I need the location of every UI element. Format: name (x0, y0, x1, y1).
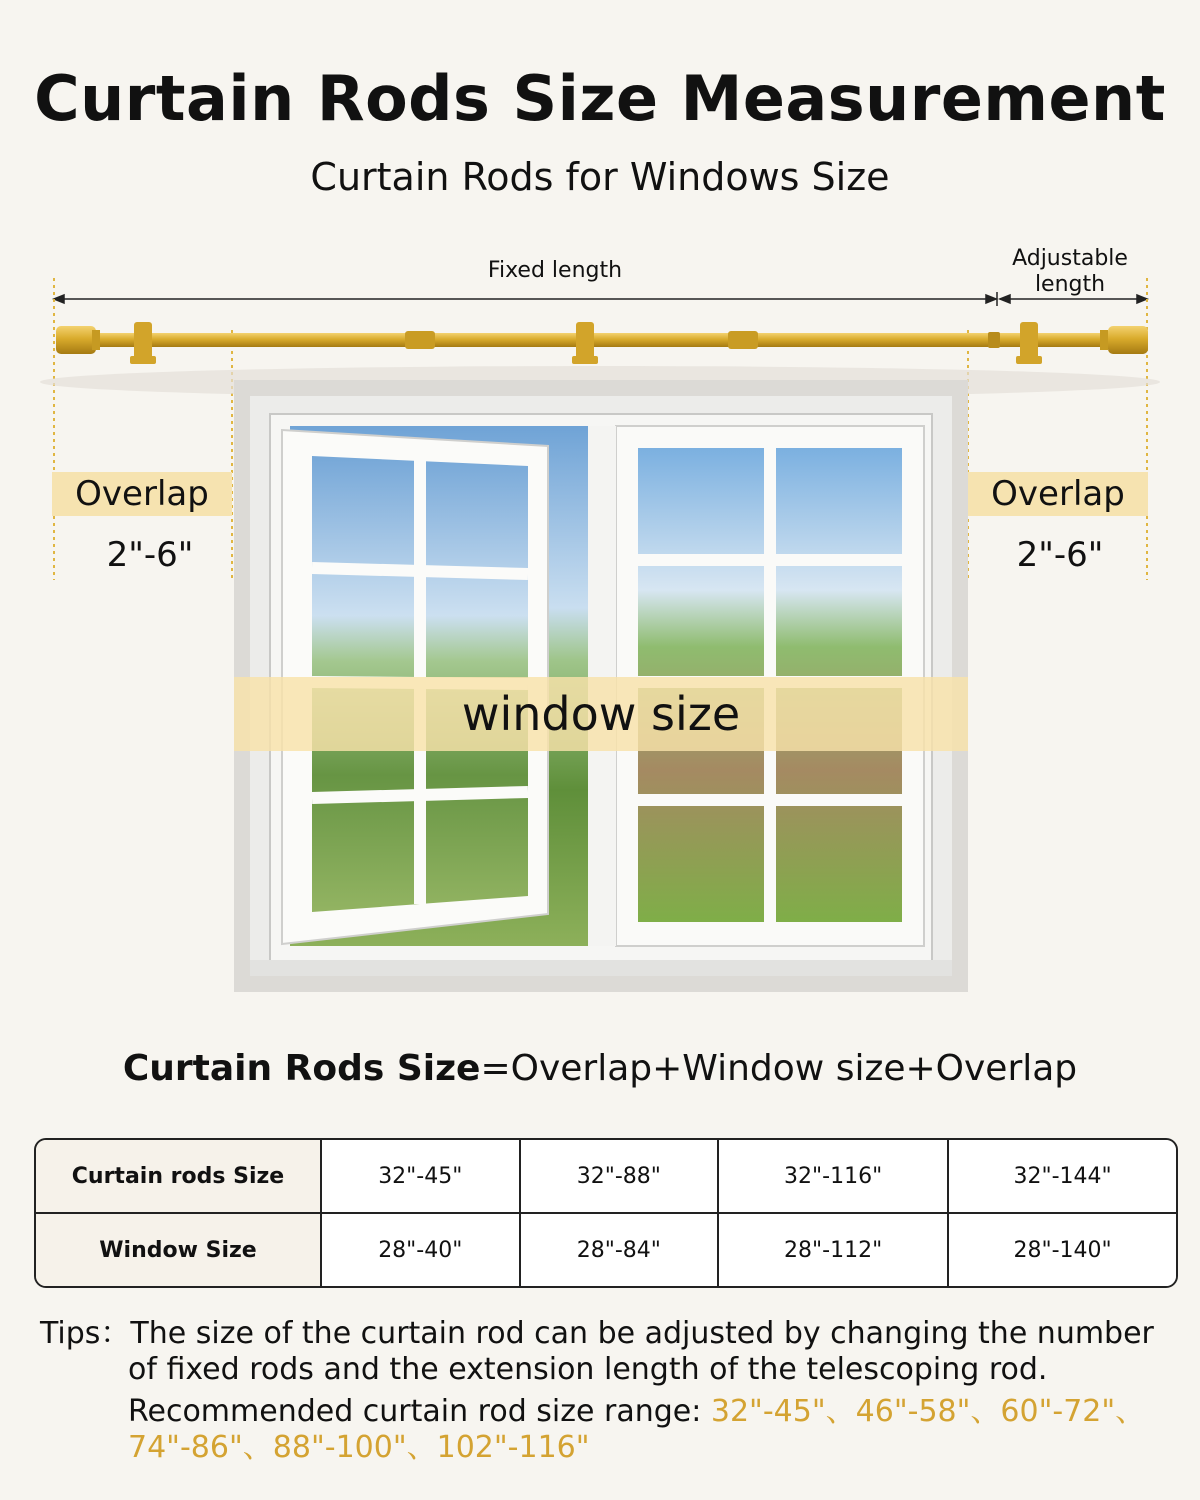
adjustable-label-line2: length (1034, 272, 1106, 297)
adjustable-length-label (990, 246, 1150, 298)
table-row (36, 1140, 1176, 1213)
row-header-curtain-rods: Curtain rods Size (36, 1140, 321, 1213)
row-header-window-size: Window Size (36, 1213, 321, 1286)
table-cell: 28"-84" (520, 1213, 719, 1286)
tips-line1: The size of the curtain rod can be adjusted by changing the number (130, 1316, 1154, 1351)
fixed-length-arrow (54, 295, 996, 303)
tips-range-intro: Recommended curtain rod size range: (128, 1394, 711, 1429)
table-cell: 28"-112" (718, 1213, 948, 1286)
right-finial (1108, 326, 1148, 354)
table-cell: 32"-45" (321, 1140, 520, 1213)
curtain-rod (56, 322, 1148, 364)
tips-ranges-line1: 32"-45"、46"-58"、60"-72"、 (710, 1394, 1146, 1429)
overlap-left-label: Overlap (52, 472, 232, 516)
formula-rest: =Overlap+Window size+Overlap (480, 1048, 1078, 1089)
table-row (36, 1213, 1176, 1286)
table-cell: 32"-88" (520, 1140, 719, 1213)
size-formula (0, 1048, 1200, 1089)
table-cell: 28"-140" (948, 1213, 1176, 1286)
adjustable-label-line1: Adjustable (1012, 246, 1128, 271)
formula-bold: Curtain Rods Size (122, 1048, 481, 1089)
left-finial (56, 326, 96, 354)
page-subtitle: Curtain Rods for Windows Size (310, 155, 890, 199)
tips-ranges-line2: 74"-86"、88"-100"、102"-116" (128, 1430, 590, 1465)
tips-section (40, 1316, 1170, 1466)
overlap-right-value: 2"-6" (1016, 535, 1104, 575)
size-table (34, 1138, 1178, 1288)
tips-prefix: Tips： (40, 1316, 131, 1351)
table-cell: 28"-40" (321, 1213, 520, 1286)
window-size-band: window size (234, 677, 968, 751)
tips-line2: of fixed rods and the extension length of the telescoping rod. (128, 1352, 1048, 1387)
overlap-left-value: 2"-6" (106, 535, 194, 575)
table-cell: 32"-116" (718, 1140, 948, 1213)
overlap-right-label: Overlap (968, 472, 1148, 516)
table-cell: 32"-144" (948, 1140, 1176, 1213)
fixed-length-label: Fixed length (487, 258, 623, 283)
page-title: Curtain Rods Size Measurement (34, 62, 1166, 135)
